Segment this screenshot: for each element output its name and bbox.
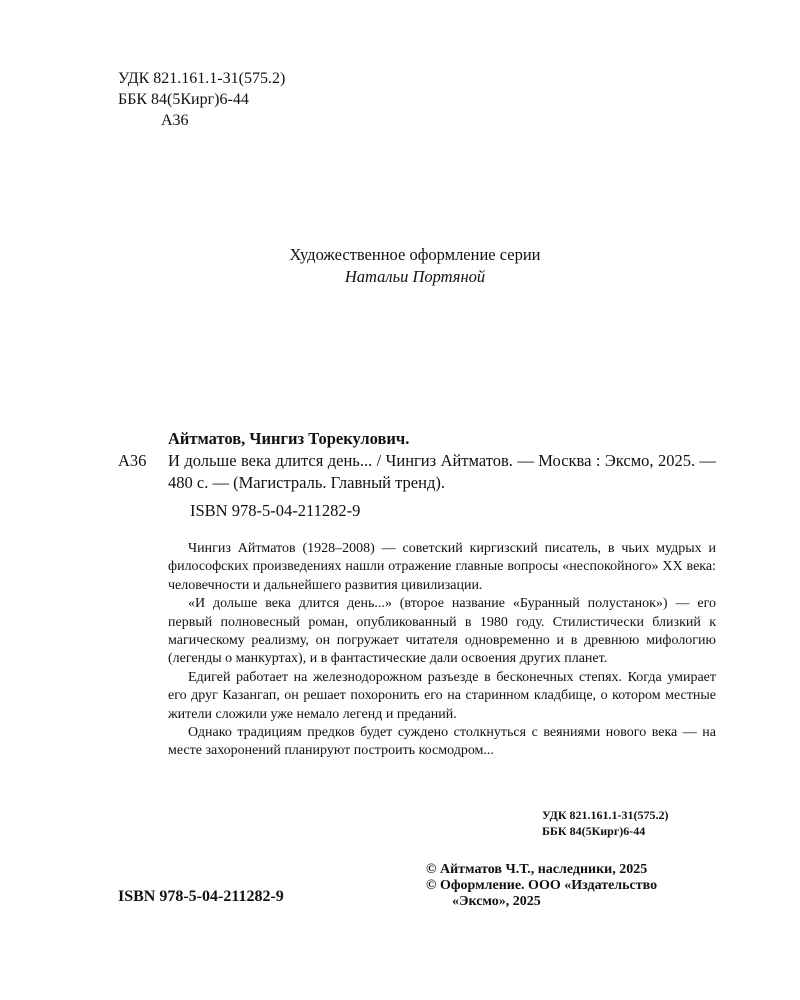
design-credit-line: Художественное оформление серии [289,245,541,264]
annotation-paragraph: Едигей работает на железнодорожном разъезде в бесконечных степях. Когда умирает его друг Казангап, он решает похоронить его на старинном кладбище, о котором местные жители сложили уже немало легенд и преданий. [168,669,716,722]
copyright-block [426,862,657,910]
designer-name: Натальи Портяной [344,267,486,286]
catalog-record [118,428,716,522]
isbn-bottom: ISBN 978-5-04-211282-9 [118,888,284,905]
copyright-line: «Эксмо», 2025 [452,894,541,909]
copyright-line: © Оформление. ООО «Издательство [426,878,658,893]
annotation [168,540,716,761]
catalog-isbn: ISBN 978-5-04-211282-9 [190,501,361,520]
catalog-author-mark: А36 [118,451,147,470]
author-mark: А36 [161,112,189,129]
design-credit [0,244,800,288]
catalog-description: И дольше века длится день... / Чингиз Айтматов. — Москва : Эксмо, 2025. — 480 с. — (Магистраль. Главный тренд). [168,451,716,492]
bbk-code: ББК 84(5Кирг)6-44 [118,91,249,108]
copyright-line: © Айтматов Ч.Т., наследники, 2025 [426,862,648,877]
classification-block [118,68,285,131]
annotation-paragraph: Чингиз Айтматов (1928–2008) — советский киргизский писатель, в чьих мудрых и философских произведениях нашли отражение главные вопросы «неспокойного» XX века: человечности и дальнейшего развития цивилизации. [168,541,716,593]
annotation-bbk: ББК 84(5Кирг)6-44 [542,824,646,838]
annotation-paragraph: Однако традициям предков будет суждено столкнуться с веяниями нового века — на месте захоронений планируют построить космодром... [168,725,716,759]
annotation-codes [542,807,669,839]
catalog-author: Айтматов, Чингиз Торекулович. [168,429,410,448]
annotation-paragraph: «И дольше века длится день...» (второе название «Буранный полустанок») — его первый полновесный роман, опубликованный в 1980 году. Стилистически близкий к магическому реализму, он погружает читателя одновременно и в древнюю мифологию (легенды о манкуртах), и в фантастические дали освоения других планет. [168,596,716,667]
annotation-udk: УДК 821.161.1-31(575.2) [542,808,669,822]
udk-code: УДК 821.161.1-31(575.2) [118,70,286,87]
